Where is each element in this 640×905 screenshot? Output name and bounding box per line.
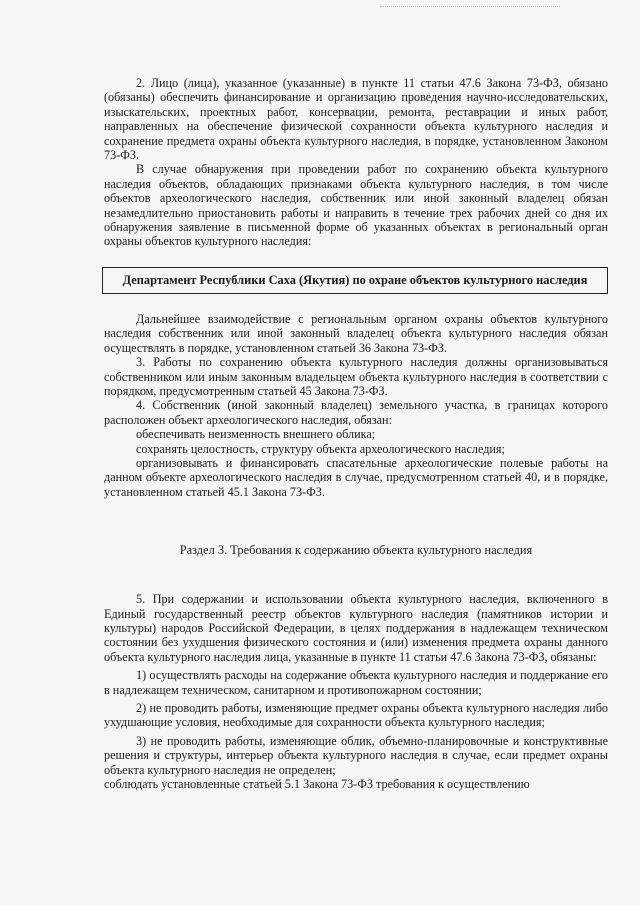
list-item-2: 2) не проводить работы, изменяющие предмет охраны объекта культурного наследия либо ухудшающие условия, необходимые для сохранности объекта культурного наследия;	[104, 701, 608, 730]
duty-rescue-works: организовывать и финансировать спасательные археологические полевые работы на данном объекте археологического наследия в случае, предусмотренном статьей 40, и в порядке, установленном статьей 45.1 Закона 73-ФЗ.	[104, 455, 608, 499]
paragraph-interaction: Дальнейшее взаимодействие с региональным органом охраны объектов культурного наследия собственник или иной законный владелец объекта культурного наследия обязан осуществлять в порядке, установленном статьей 36 Закона 73-ФЗ.	[104, 311, 608, 355]
paragraph-3: 3. Работы по сохранению объекта культурного наследия должны организовываться собственником или иным законным владельцем объекта культурного наследия в соответствии с порядком, предусмотренным статьей 45 Закона 73-ФЗ.	[104, 355, 608, 398]
list-item-3: 3) не проводить работы, изменяющие облик, объемно-планировочные и конструктивные решения и структуры, интерьер объекта культурного наследия в случае, если предмет охраны объекта культурного наследия не определен;	[104, 733, 608, 777]
paragraph-compliance: соблюдать установленные статьей 5.1 Закона 73-ФЗ требования к осуществлению	[104, 777, 530, 792]
duty-integrity: сохранять целостность, структуру объекта археологического наследия;	[136, 441, 505, 456]
list-item-1: 1) осуществлять расходы на содержание объекта культурного наследия и поддержание его в надлежащем техническом, санитарном и противопожарном состоянии;	[104, 668, 608, 697]
paragraph-discovery: В случае обнаружения при проведении работ по сохранению объекта культурного наследия объектов, обладающих признаками объекта культурного наследия, в том числе объектов археологического наследия, собственник или иной законный владелец обязан незамедлительно приостановить работы и направить в течение трех рабочих дней со дня их обнаружения заявление в письменной форме об указанных объектах в региональный орган охраны объектов культурного наследия:	[104, 162, 608, 249]
scan-artifact	[380, 0, 560, 7]
paragraph-2: 2. Лицо (лица), указанное (указанные) в пункте 11 статьи 47.6 Закона 73-ФЗ, обязано (обязаны) обеспечить финансирование и организацию проведения научно-исследовательских, изыскательских, проектных работ, консервации, ремонта, реставрации и иных работ, направленных на обеспечение физической сохранности объекта культурного наследия и сохранение предмета охраны объекта культурного наследия, в порядке, установленном Законом 73-ФЗ.	[104, 76, 608, 163]
regional-authority-box: Департамент Республики Саха (Якутия) по охране объектов культурного наследия	[102, 267, 608, 294]
section-3-heading: Раздел 3. Требования к содержанию объекта культурного наследия	[179, 543, 533, 558]
paragraph-4: 4. Собственник (иной законный владелец) земельного участка, в границах которого расположен объект археологического наследия, обязан:	[104, 398, 608, 427]
paragraph-5: 5. При содержании и использовании объекта культурного наследия, включенного в Единый государственный реестр объектов культурного наследия (памятников истории и культуры) народов Российской Федерации, в целях поддержания в надлежащем техническом состоянии без ухудшения физического состояния и (или) изменения предмета охраны данного объекта культурного наследия лица, указанные в пункте 11 статьи 47.6 Закона 73-ФЗ, обязаны:	[104, 592, 608, 664]
duty-appearance: обеспечивать неизменность внешнего облика;	[136, 427, 376, 442]
